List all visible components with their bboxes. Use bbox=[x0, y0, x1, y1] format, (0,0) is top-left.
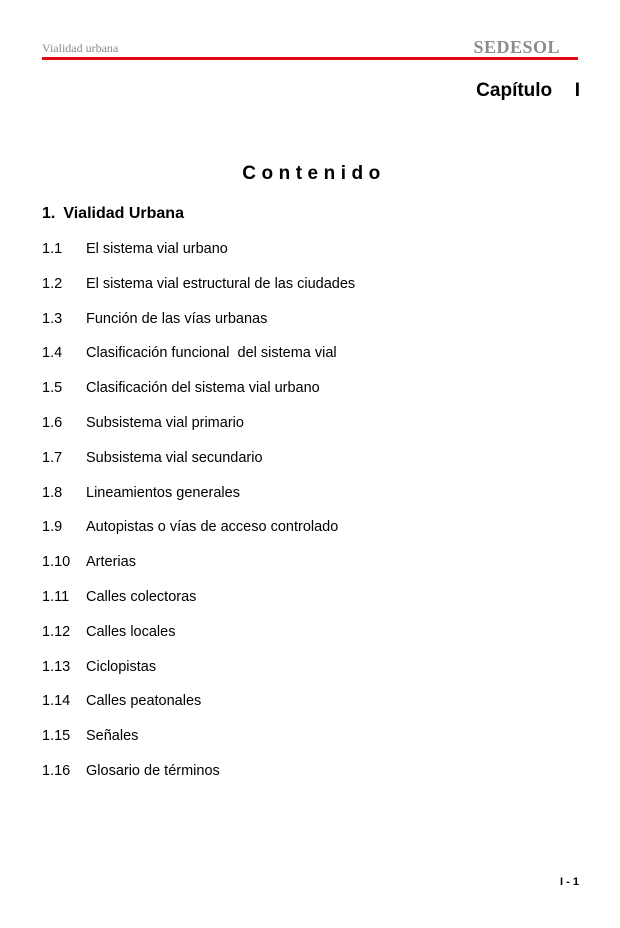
page-header bbox=[42, 38, 578, 60]
toc-item-number: 1.11 bbox=[42, 588, 70, 605]
toc-item-title: Calles locales bbox=[86, 623, 176, 640]
toc-item-number: 1.9 bbox=[42, 519, 63, 536]
toc-item-title: Clasificación funcional del sistema vial bbox=[86, 345, 337, 362]
toc-item-number: 1.2 bbox=[42, 275, 63, 292]
toc-item-title: Función de las vías urbanas bbox=[86, 310, 268, 327]
toc-item bbox=[42, 311, 355, 346]
toc-item-number: 1.10 bbox=[42, 554, 71, 571]
toc-item-number: 1.8 bbox=[42, 484, 63, 501]
header-document-title: Vialidad urbana bbox=[42, 41, 119, 55]
toc-item-title: Glosario de términos bbox=[86, 762, 220, 779]
toc-item-title: Calles colectoras bbox=[86, 588, 197, 605]
section-title: Vialidad Urbana bbox=[63, 205, 184, 222]
page-number: I - 1 bbox=[560, 876, 579, 888]
toc-item bbox=[42, 450, 355, 485]
toc-item bbox=[42, 380, 355, 415]
toc-item bbox=[42, 415, 355, 450]
chapter-title: Capítulo I bbox=[476, 80, 580, 101]
contents-title: Contenido bbox=[242, 163, 386, 184]
toc-item-number: 1.15 bbox=[42, 728, 71, 745]
toc-item-title: Ciclopistas bbox=[86, 658, 157, 675]
table-of-contents bbox=[42, 241, 355, 798]
toc-item-number: 1.7 bbox=[42, 449, 63, 466]
toc-item bbox=[42, 763, 355, 798]
toc-item-number: 1.1 bbox=[42, 241, 63, 257]
toc-item-number: 1.4 bbox=[42, 345, 63, 362]
toc-item-number: 1.5 bbox=[42, 380, 63, 397]
toc-item-number: 1.13 bbox=[42, 658, 71, 675]
toc-item-title: Subsistema vial secundario bbox=[86, 449, 263, 466]
toc-item-title: El sistema vial estructural de las ciudades bbox=[86, 275, 356, 292]
toc-item-number: 1.16 bbox=[42, 762, 71, 779]
toc-item-title: Lineamientos generales bbox=[86, 484, 240, 501]
toc-item bbox=[42, 519, 355, 554]
toc-item-number: 1.3 bbox=[42, 310, 63, 327]
section-number: 1. bbox=[42, 205, 56, 222]
toc-item bbox=[42, 728, 355, 763]
toc-item bbox=[42, 693, 355, 728]
toc-item-title: Señales bbox=[86, 728, 139, 745]
toc-item bbox=[42, 345, 355, 380]
toc-item bbox=[42, 659, 355, 694]
toc-item-number: 1.14 bbox=[42, 693, 71, 710]
toc-item bbox=[42, 624, 355, 659]
toc-item-number: 1.12 bbox=[42, 623, 71, 640]
toc-item-title: Clasificación del sistema vial urbano bbox=[86, 380, 320, 397]
toc-item-title: Arterias bbox=[86, 554, 136, 571]
toc-item bbox=[42, 485, 355, 520]
header-rule bbox=[42, 57, 578, 60]
toc-item bbox=[42, 241, 355, 276]
section-heading bbox=[42, 205, 184, 223]
header-organization: SEDESOL bbox=[473, 37, 560, 57]
toc-item-title: El sistema vial urbano bbox=[86, 241, 228, 257]
toc-item bbox=[42, 589, 355, 624]
toc-item-title: Subsistema vial primario bbox=[86, 414, 244, 431]
toc-item-title: Calles peatonales bbox=[86, 693, 202, 710]
toc-item-title: Autopistas o vías de acceso controlado bbox=[86, 519, 339, 536]
toc-item bbox=[42, 554, 355, 589]
toc-item-number: 1.6 bbox=[42, 414, 63, 431]
toc-item bbox=[42, 276, 355, 311]
